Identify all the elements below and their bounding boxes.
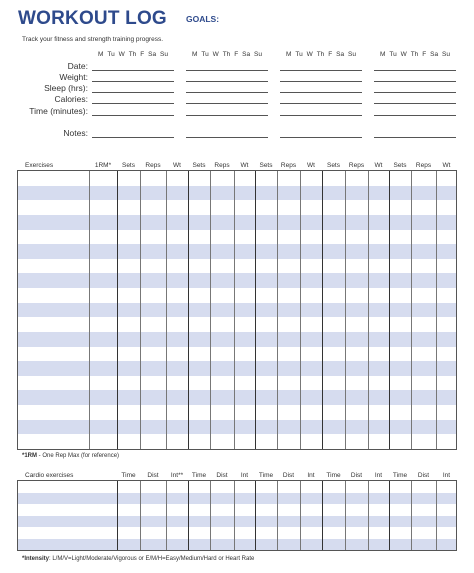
weekday-label: M — [380, 51, 386, 58]
footnote-text: : L/M/V=Light/Moderate/Vigorous or E/M/H=Easy/Medium/Hard or Heart Rate — [49, 556, 255, 562]
daily-entry-line[interactable] — [186, 92, 268, 93]
table-column-divider — [300, 481, 301, 550]
daily-entry-line[interactable] — [280, 81, 362, 82]
weekday-label: M — [286, 51, 292, 58]
weekday-label: Sa — [242, 51, 251, 58]
daily-entry-line[interactable] — [280, 70, 362, 71]
table-header-exercise: Cardio exercises — [25, 472, 74, 479]
daily-entry-line[interactable] — [92, 103, 174, 104]
table-column-divider — [210, 481, 211, 550]
weekday-label: F — [234, 51, 239, 58]
table-column-divider — [411, 171, 412, 449]
daily-entry-line[interactable] — [280, 92, 362, 93]
weekday-label: F — [422, 51, 427, 58]
weekday-label: Th — [128, 51, 137, 58]
daily-row-label: Date: — [67, 61, 88, 71]
table-header-cell: Reps — [214, 162, 230, 169]
table-row-stripe — [18, 390, 456, 405]
goals-label: GOALS: — [186, 14, 220, 24]
weekday-label: Tu — [295, 51, 303, 58]
daily-entry-line[interactable] — [374, 115, 456, 116]
strength-table — [17, 170, 457, 450]
daily-row-label: Weight: — [59, 72, 88, 82]
daily-row-label: Sleep (hrs): — [44, 83, 88, 93]
table-header-cell: Wt — [442, 162, 451, 169]
weekday-label: Sa — [148, 51, 157, 58]
table-header-1rm: 1RM* — [94, 162, 112, 169]
table-header-cell: Int** — [170, 472, 184, 479]
weekday-label: Tu — [107, 51, 115, 58]
table-header-exercise: Exercises — [25, 162, 54, 169]
daily-entry-line[interactable] — [280, 103, 362, 104]
daily-entry-line[interactable] — [92, 70, 174, 71]
weekday-label: M — [98, 51, 104, 58]
daily-entry-line[interactable] — [92, 81, 174, 82]
table-column-divider — [117, 171, 118, 449]
table-header-cell: Dist — [282, 472, 295, 479]
weekday-label: Sa — [336, 51, 345, 58]
table-header-cell: Dist — [417, 472, 430, 479]
daily-entry-line[interactable] — [186, 115, 268, 116]
weekday-label: W — [212, 51, 219, 58]
table-header-cell: Wt — [374, 162, 383, 169]
table-column-divider — [234, 481, 235, 550]
notes-line[interactable] — [186, 137, 268, 138]
table-row-stripe — [18, 361, 456, 376]
intensity-footnote — [22, 556, 254, 562]
table-column-divider — [345, 481, 346, 550]
table-column-divider — [411, 481, 412, 550]
table-column-divider — [188, 171, 189, 449]
weekday-header-group — [98, 51, 168, 58]
notes-label: Notes: — [63, 128, 88, 138]
table-row-stripe — [18, 244, 456, 259]
daily-row-label: Time (minutes): — [29, 106, 88, 116]
weekday-header-group — [192, 51, 262, 58]
table-row-stripe — [18, 273, 456, 288]
weekday-label: Su — [253, 51, 262, 58]
daily-row-label: Calories: — [54, 94, 88, 104]
table-row-stripe — [18, 332, 456, 347]
table-column-divider — [436, 171, 437, 449]
table-column-divider — [368, 171, 369, 449]
table-column-divider — [188, 481, 189, 550]
table-header-cell: Int — [374, 472, 383, 479]
weekday-label: Tu — [201, 51, 209, 58]
table-row-stripe — [18, 303, 456, 318]
table-column-divider — [166, 171, 167, 449]
weekday-label: Su — [347, 51, 356, 58]
table-column-divider — [368, 481, 369, 550]
table-header-cell: Wt — [307, 162, 315, 169]
notes-line[interactable] — [92, 137, 174, 138]
table-header-cell: Sets — [393, 162, 407, 169]
daily-entry-line[interactable] — [374, 103, 456, 104]
weekday-label: F — [140, 51, 145, 58]
table-header-cell: Wt — [240, 162, 249, 169]
daily-entry-line[interactable] — [92, 92, 174, 93]
weekday-label: W — [306, 51, 313, 58]
weekday-label: Su — [159, 51, 168, 58]
page-title: WORKOUT LOG — [18, 8, 167, 29]
one-rm-footnote — [22, 453, 119, 459]
cardio-table — [17, 480, 457, 551]
table-header-cell: Time — [326, 472, 341, 479]
weekday-label: Su — [441, 51, 450, 58]
table-column-divider — [277, 481, 278, 550]
table-header-cell: Reps — [415, 162, 432, 169]
table-header-cell: Sets — [326, 162, 340, 169]
table-column-divider — [345, 171, 346, 449]
notes-line[interactable] — [374, 137, 456, 138]
table-column-divider — [322, 481, 323, 550]
table-column-divider — [140, 481, 141, 550]
table-row-stripe — [18, 539, 456, 551]
table-header-cell: Int — [240, 472, 249, 479]
table-header-cell: Time — [392, 472, 408, 479]
table-column-divider — [166, 481, 167, 550]
table-header-cell: Time — [121, 472, 136, 479]
weekday-label: F — [328, 51, 333, 58]
page-subtitle: Track your fitness and strength training progress. — [22, 36, 164, 43]
table-row-stripe — [18, 516, 456, 528]
table-header-cell: Sets — [192, 162, 206, 169]
weekday-label: M — [192, 51, 198, 58]
daily-entry-line[interactable] — [186, 103, 268, 104]
table-column-divider — [389, 481, 390, 550]
table-header-cell: Dist — [216, 472, 228, 479]
notes-line[interactable] — [280, 137, 362, 138]
weekday-header-group — [286, 51, 356, 58]
table-header-cell: Reps — [348, 162, 365, 169]
table-column-divider — [255, 171, 256, 449]
table-header-cell: Int — [307, 472, 315, 479]
table-header-cell: Dist — [350, 472, 363, 479]
table-header-cell: Reps — [145, 162, 161, 169]
table-header-cell: Reps — [280, 162, 297, 169]
daily-entry-line[interactable] — [186, 70, 268, 71]
daily-entry-line[interactable] — [374, 70, 456, 71]
table-header-cell: Wt — [173, 162, 181, 169]
daily-entry-line[interactable] — [186, 81, 268, 82]
table-row-stripe — [18, 215, 456, 230]
daily-entry-line[interactable] — [92, 115, 174, 116]
table-row-stripe — [18, 493, 456, 505]
daily-entry-line[interactable] — [280, 115, 362, 116]
table-header-cell: Sets — [259, 162, 273, 169]
footnote-text: - One Rep Max (for reference) — [37, 453, 120, 459]
table-column-divider — [389, 171, 390, 449]
footnote-bold: *1RM — [22, 453, 38, 459]
daily-entry-line[interactable] — [374, 81, 456, 82]
weekday-label: Sa — [430, 51, 439, 58]
table-column-divider — [140, 171, 141, 449]
weekday-label: Th — [410, 51, 419, 58]
table-header-cell: Time — [258, 472, 274, 479]
table-column-divider — [117, 481, 118, 550]
daily-entry-line[interactable] — [374, 92, 456, 93]
table-column-divider — [322, 171, 323, 449]
table-row-stripe — [18, 186, 456, 201]
table-column-divider — [234, 171, 235, 449]
weekday-label: Th — [316, 51, 325, 58]
weekday-header-group — [380, 51, 450, 58]
table-column-divider — [255, 481, 256, 550]
footnote-bold: *Intensity — [22, 556, 50, 562]
weekday-label: W — [400, 51, 407, 58]
table-column-divider — [277, 171, 278, 449]
weekday-label: Th — [222, 51, 231, 58]
weekday-label: W — [118, 51, 125, 58]
table-column-divider — [210, 171, 211, 449]
table-row-stripe — [18, 420, 456, 435]
table-column-divider — [89, 171, 90, 449]
weekday-label: Tu — [389, 51, 397, 58]
table-header-cell: Dist — [147, 472, 159, 479]
table-header-cell: Time — [191, 472, 207, 479]
table-column-divider — [436, 481, 437, 550]
table-column-divider — [300, 171, 301, 449]
table-header-cell: Int — [442, 472, 451, 479]
table-header-cell: Sets — [121, 162, 135, 169]
